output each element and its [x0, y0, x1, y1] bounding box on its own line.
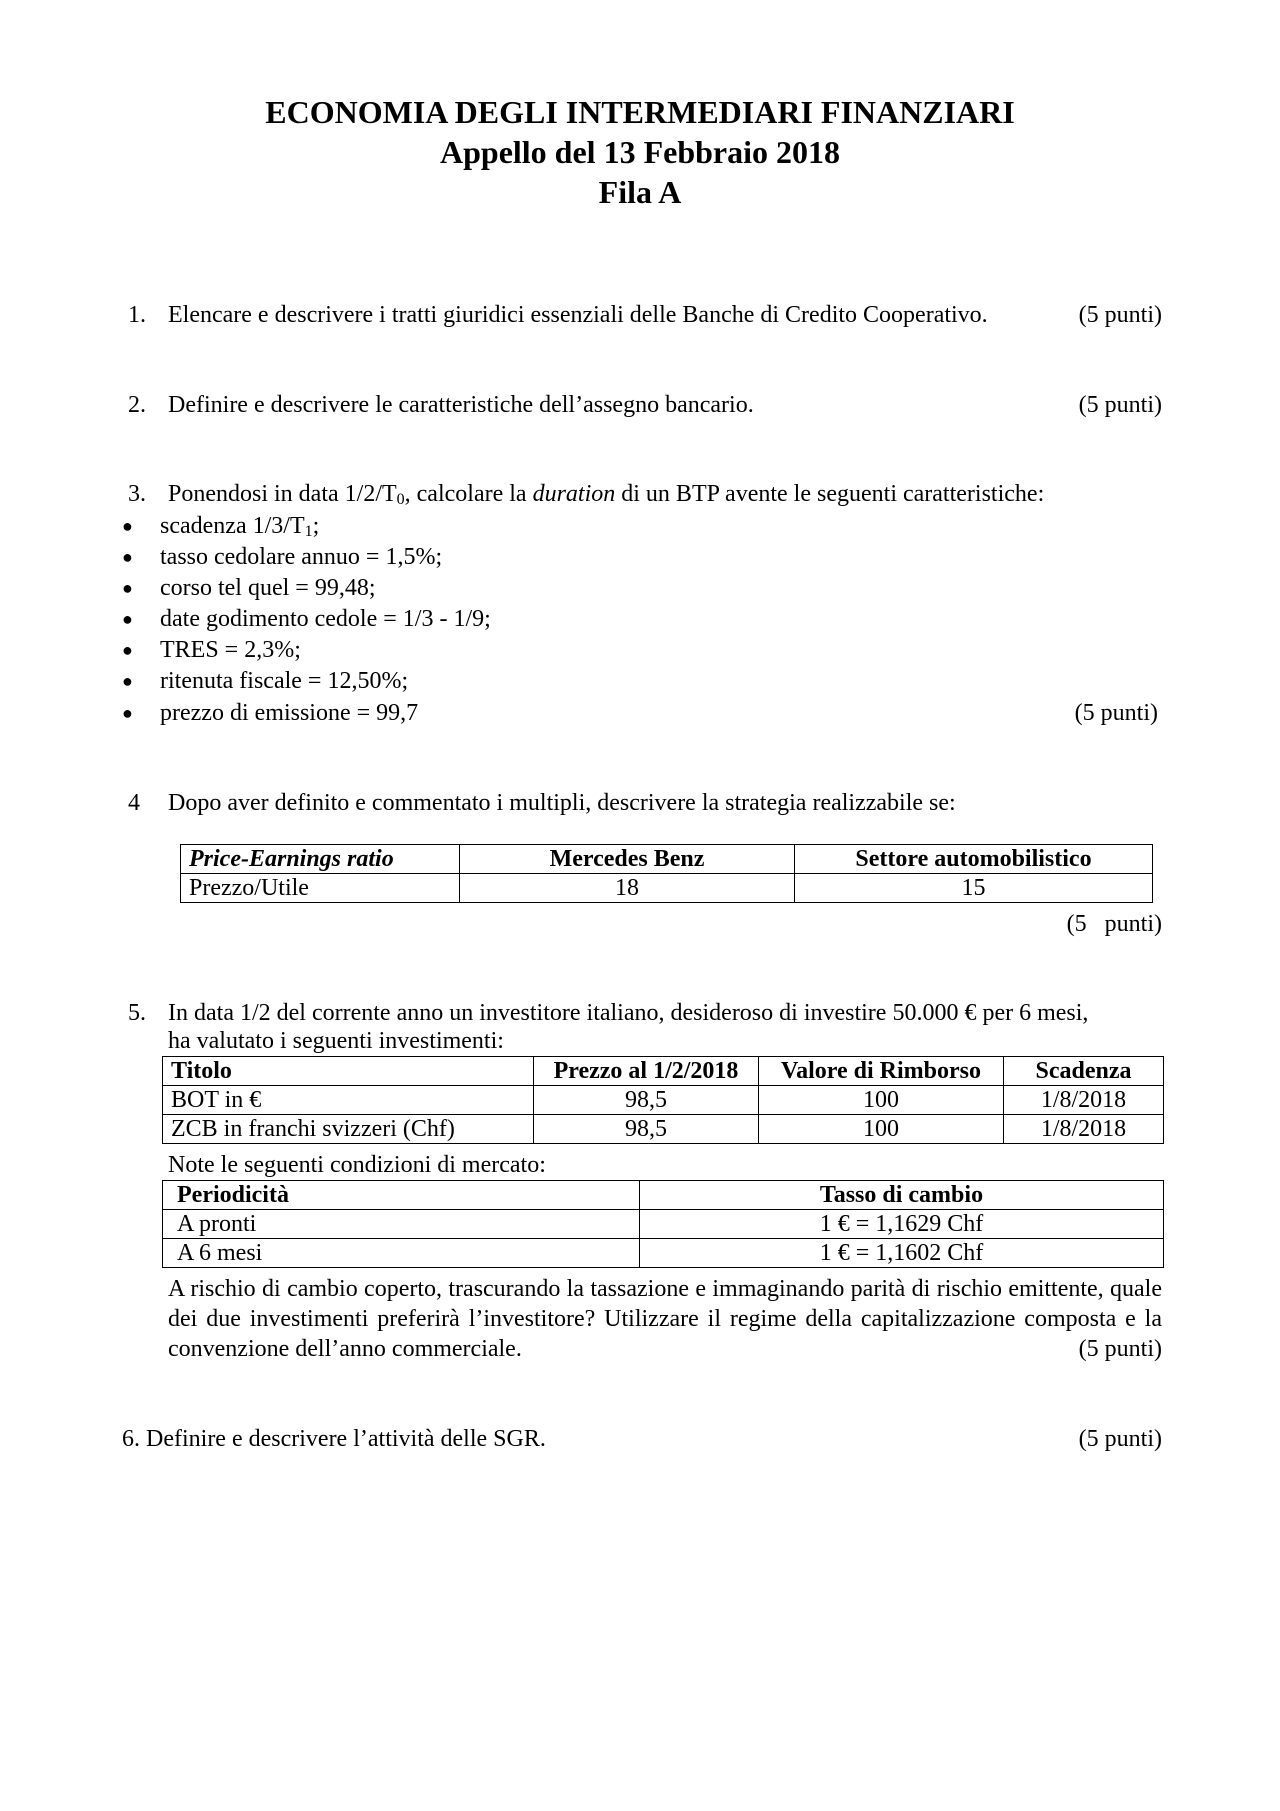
- pe-ratio-table: [180, 844, 1153, 903]
- q3-bullet-2: tasso cedolare annuo = 1,5%;: [160, 544, 443, 570]
- table-row: [181, 874, 1153, 903]
- q3-bullet-3: corso tel quel = 99,48;: [160, 575, 376, 601]
- q3-number: 3.: [128, 481, 146, 507]
- q3-points: (5 punti): [1074, 700, 1158, 726]
- q6-text: 6. Definire e descrivere l’attività delle SGR.: [122, 1426, 546, 1452]
- exam-row: Fila A: [598, 174, 682, 210]
- q5-points: (5 punti): [1078, 1336, 1162, 1362]
- q2-text: Definire e descrivere le caratteristiche dell’assegno bancario.: [168, 392, 754, 418]
- q1-number: 1.: [128, 302, 146, 328]
- table-header-cell: Settore automobilistico: [795, 845, 1153, 874]
- bullet-icon: ●: [122, 516, 133, 536]
- q2-number: 2.: [128, 392, 146, 418]
- table-cell: 100: [759, 1086, 1004, 1115]
- q3-bullet-4: date godimento cedole = 1/3 - 1/9;: [160, 606, 491, 632]
- table-header-cell: Tasso di cambio: [640, 1181, 1164, 1210]
- q6-points: (5 punti): [1078, 1426, 1162, 1452]
- table-row: [163, 1086, 1164, 1115]
- q2-points: (5 punti): [1078, 392, 1162, 418]
- table-row: [163, 1210, 1164, 1239]
- table-header-cell: Valore di Rimborso: [759, 1057, 1004, 1086]
- q5-question: A rischio di cambio coperto, trascurando la tassazione e immaginando parità di rischio emittente, quale dei due investimenti preferirà l’investitore? Utilizzare il regime della capitalizzazione composta e la convenzione dell’anno commerciale.: [168, 1276, 1162, 1362]
- q5-line-2: ha valutato i seguenti investimenti:: [168, 1028, 504, 1054]
- q5-line-1: In data 1/2 del corrente anno un investitore italiano, desideroso di investire 50.000 € per 6 mesi,: [168, 1000, 1089, 1026]
- bullet-icon: ●: [122, 609, 133, 629]
- table-header-cell: Mercedes Benz: [460, 845, 795, 874]
- table-header-row: [181, 845, 1153, 874]
- bullet-icon: ●: [122, 671, 133, 691]
- bullet-icon: ●: [122, 703, 133, 723]
- table-cell: 100: [759, 1115, 1004, 1144]
- table-cell: 98,5: [534, 1115, 759, 1144]
- exam-date: Appello del 13 Febbraio 2018: [439, 134, 840, 170]
- q1-text: Elencare e descrivere i tratti giuridici essenziali delle Banche di Credito Cooperativo.: [168, 302, 988, 328]
- table-header-cell: Titolo: [163, 1057, 534, 1086]
- q4-text: Dopo aver definito e commentato i multipli, descrivere la strategia realizzabile se:: [168, 790, 956, 816]
- table-row: [163, 1115, 1164, 1144]
- q5-number: 5.: [128, 1000, 146, 1026]
- table-header-row: [163, 1181, 1164, 1210]
- table-cell: A pronti: [163, 1210, 640, 1239]
- exchange-rate-table: [162, 1180, 1164, 1268]
- table-header-cell: Prezzo al 1/2/2018: [534, 1057, 759, 1086]
- q3-bullet-1: scadenza $1/3/T_1$;: [160, 513, 320, 540]
- table-header-cell: Periodicità: [163, 1181, 640, 1210]
- table-cell: BOT in €: [163, 1086, 534, 1115]
- investments-table: [162, 1056, 1164, 1144]
- bullet-icon: ●: [122, 578, 133, 598]
- table-cell: 15: [795, 874, 1153, 903]
- q3-bullet-5: TRES = 2,3%;: [160, 637, 301, 663]
- course-title: ECONOMIA DEGLI INTERMEDIARI FINANZIARI: [265, 94, 1015, 130]
- q3-intro: Ponendosi in data $1/2/T_0$, calcolare la duration di un BTP avente le seguenti caratteristiche:: [168, 481, 1045, 508]
- table-header-row: [163, 1057, 1164, 1086]
- table-row: [163, 1239, 1164, 1268]
- table-cell: 1/8/2018: [1004, 1086, 1164, 1115]
- table-cell: 1 € = 1,1602 Chf: [640, 1239, 1164, 1268]
- table-cell: 1/8/2018: [1004, 1115, 1164, 1144]
- q3-bullet-7: prezzo di emissione = 99,7: [160, 700, 419, 726]
- table-cell: Prezzo/Utile: [181, 874, 460, 903]
- q1-points: (5 punti): [1078, 302, 1162, 328]
- table-cell: A 6 mesi: [163, 1239, 640, 1268]
- q3-bullet-6: ritenuta fiscale = 12,50%;: [160, 668, 409, 694]
- table-cell: 18: [460, 874, 795, 903]
- q5-note: Note le seguenti condizioni di mercato:: [168, 1152, 546, 1178]
- bullet-icon: ●: [122, 547, 133, 567]
- q4-number: 4: [128, 790, 140, 816]
- table-header-cell: Price-Earnings ratio: [181, 845, 460, 874]
- bullet-icon: ●: [122, 640, 133, 660]
- table-cell: ZCB in franchi svizzeri (Chf): [163, 1115, 534, 1144]
- table-cell: 98,5: [534, 1086, 759, 1115]
- q4-points: (5 punti): [1066, 911, 1162, 937]
- table-cell: 1 € = 1,1629 Chf: [640, 1210, 1164, 1239]
- table-header-cell: Scadenza: [1004, 1057, 1164, 1086]
